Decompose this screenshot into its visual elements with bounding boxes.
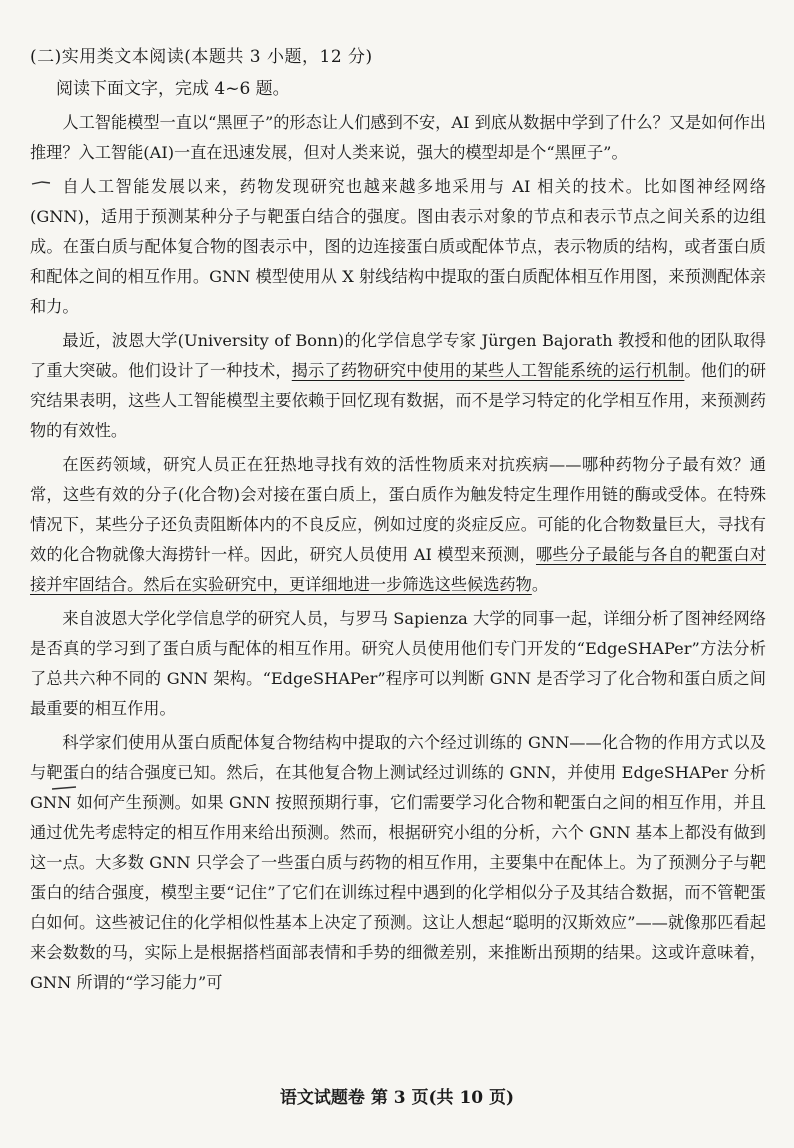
paragraph-2: 自人工智能发展以来，药物发现研究也越来越多地采用与 AI 相关的技术。比如图神经网络(GNN)，适用于预测某种分子与靶蛋白结合的强度。图由表示对象的节点和表示节点之间关系的边组成。在蛋白质与配体复合物的图表示中，图的边连接蛋白质或配体节点，表示物质的结构，或者蛋白质和配体之间的相互作用。GNN 模型使用从 X 射线结构中提取的蛋白质配体相互作用图，来预测配体亲和力。 (30, 177, 766, 316)
paragraph-4 (30, 450, 766, 600)
paragraph-6: 科学家们使用从蛋白质配体复合物结构中提取的六个经过训练的 GNN——化合物的作用方式以及与靶蛋白的结合强度已知。然后，在其他复合物上测试经过训练的 GNN，并使用 EdgeSHAPer 分析 GNN 如何产生预测。如果 GNN 按照预期行事，它们需要学习化合物和靶蛋白之间的相互作用，并且通过优先考虑特定的相互作用来给出预测。然而，根据研究小组的分析，六个 GNN 基本上都没有做到这一点。大多数 GNN 只学会了一些蛋白质与药物的相互作用，主要集中在配体上。为了预测分子与靶蛋白的结合强度，模型主要“记住”了它们在训练过程中遇到的化学相似分子及其结合数据，而不管靶蛋白如何。这些被记住的化学相似性基本上决定了预测。这让人想起“聪明的汉斯效应”——就像那匹看起来会数数的马，实际上是根据搭档面部表情和手势的细微差别，来推断出预期的结果。这或许意味着，GNN 所谓的“学习能力”可 (30, 733, 766, 992)
paragraph-1: 人工智能模型一直以“黑匣子”的形态让人们感到不安，AI 到底从数据中学到了什么？又是如何作出推理？入工智能(AI)一直在迅速发展，但对人类来说，强大的模型却是个“黑匣子”。 (30, 113, 766, 162)
paragraph-4-underlined: 哪些分子最能与各自的靶蛋白对接并牢固结合。然后在实验研究中，更详细地进一步筛选这些候选药物 (30, 545, 767, 594)
paragraph-4-text-b: 。 (531, 575, 548, 594)
paragraph-3 (30, 326, 766, 446)
section-title: (二)实用类文本阅读(本题共 3 小题，12 分) (30, 47, 373, 67)
paragraph-3-text-a: 最近，波恩大学(University of Bonn)的化学信息学专家 Jürgen Bajorath 教授和他的团队取得了重大突破。他们设计了一种技术， (30, 331, 766, 380)
paragraph-4-text-a: 在医药领域，研究人员正在狂热地寻找有效的活性物质来对抗疾病——哪种药物分子最有效？通常，这些有效的分子(化合物)会对接在蛋白质上，蛋白质作为触发特定生理作用链的酶或受体。在特殊情况下，某些分子还负责阻断体内的不良反应，例如过度的炎症反应。可能的化合物数量巨大，寻找有效的化合物就像大海捞针一样。因此，研究人员使用 AI 模型来预测， (30, 455, 766, 564)
page-footer: 语文试题卷 第 3 页(共 10 页) (279, 1088, 515, 1108)
pen-tick-mark (30, 176, 52, 190)
paragraph-3-text-b: 。他们的研究结果表明，这些人工智能模型主要依赖于回忆现有数据，而不是学习特定的化学相互作用，来预测药物的有效性。 (30, 361, 766, 440)
instruction: 阅读下面文字，完成 4~6 题。 (56, 79, 290, 99)
paragraph-5: 来自波恩大学化学信息学的研究人员，与罗马 Sapienza 大学的同事一起，详细分析了图神经网络是否真的学习到了蛋白质与配体的相互作用。研究人员使用他们专门开发的“EdgeSHAPer”方法分析了总共六种不同的 GNN 架构。“EdgeSHAPer”程序可以判断 GNN 是否学习了化合物和蛋白质之间最重要的相互作用。 (30, 609, 766, 718)
pen-dash-mark (50, 784, 80, 794)
paragraph-3-underlined: 揭示了药物研究中使用的某些人工智能系统的运行机制 (291, 361, 685, 380)
